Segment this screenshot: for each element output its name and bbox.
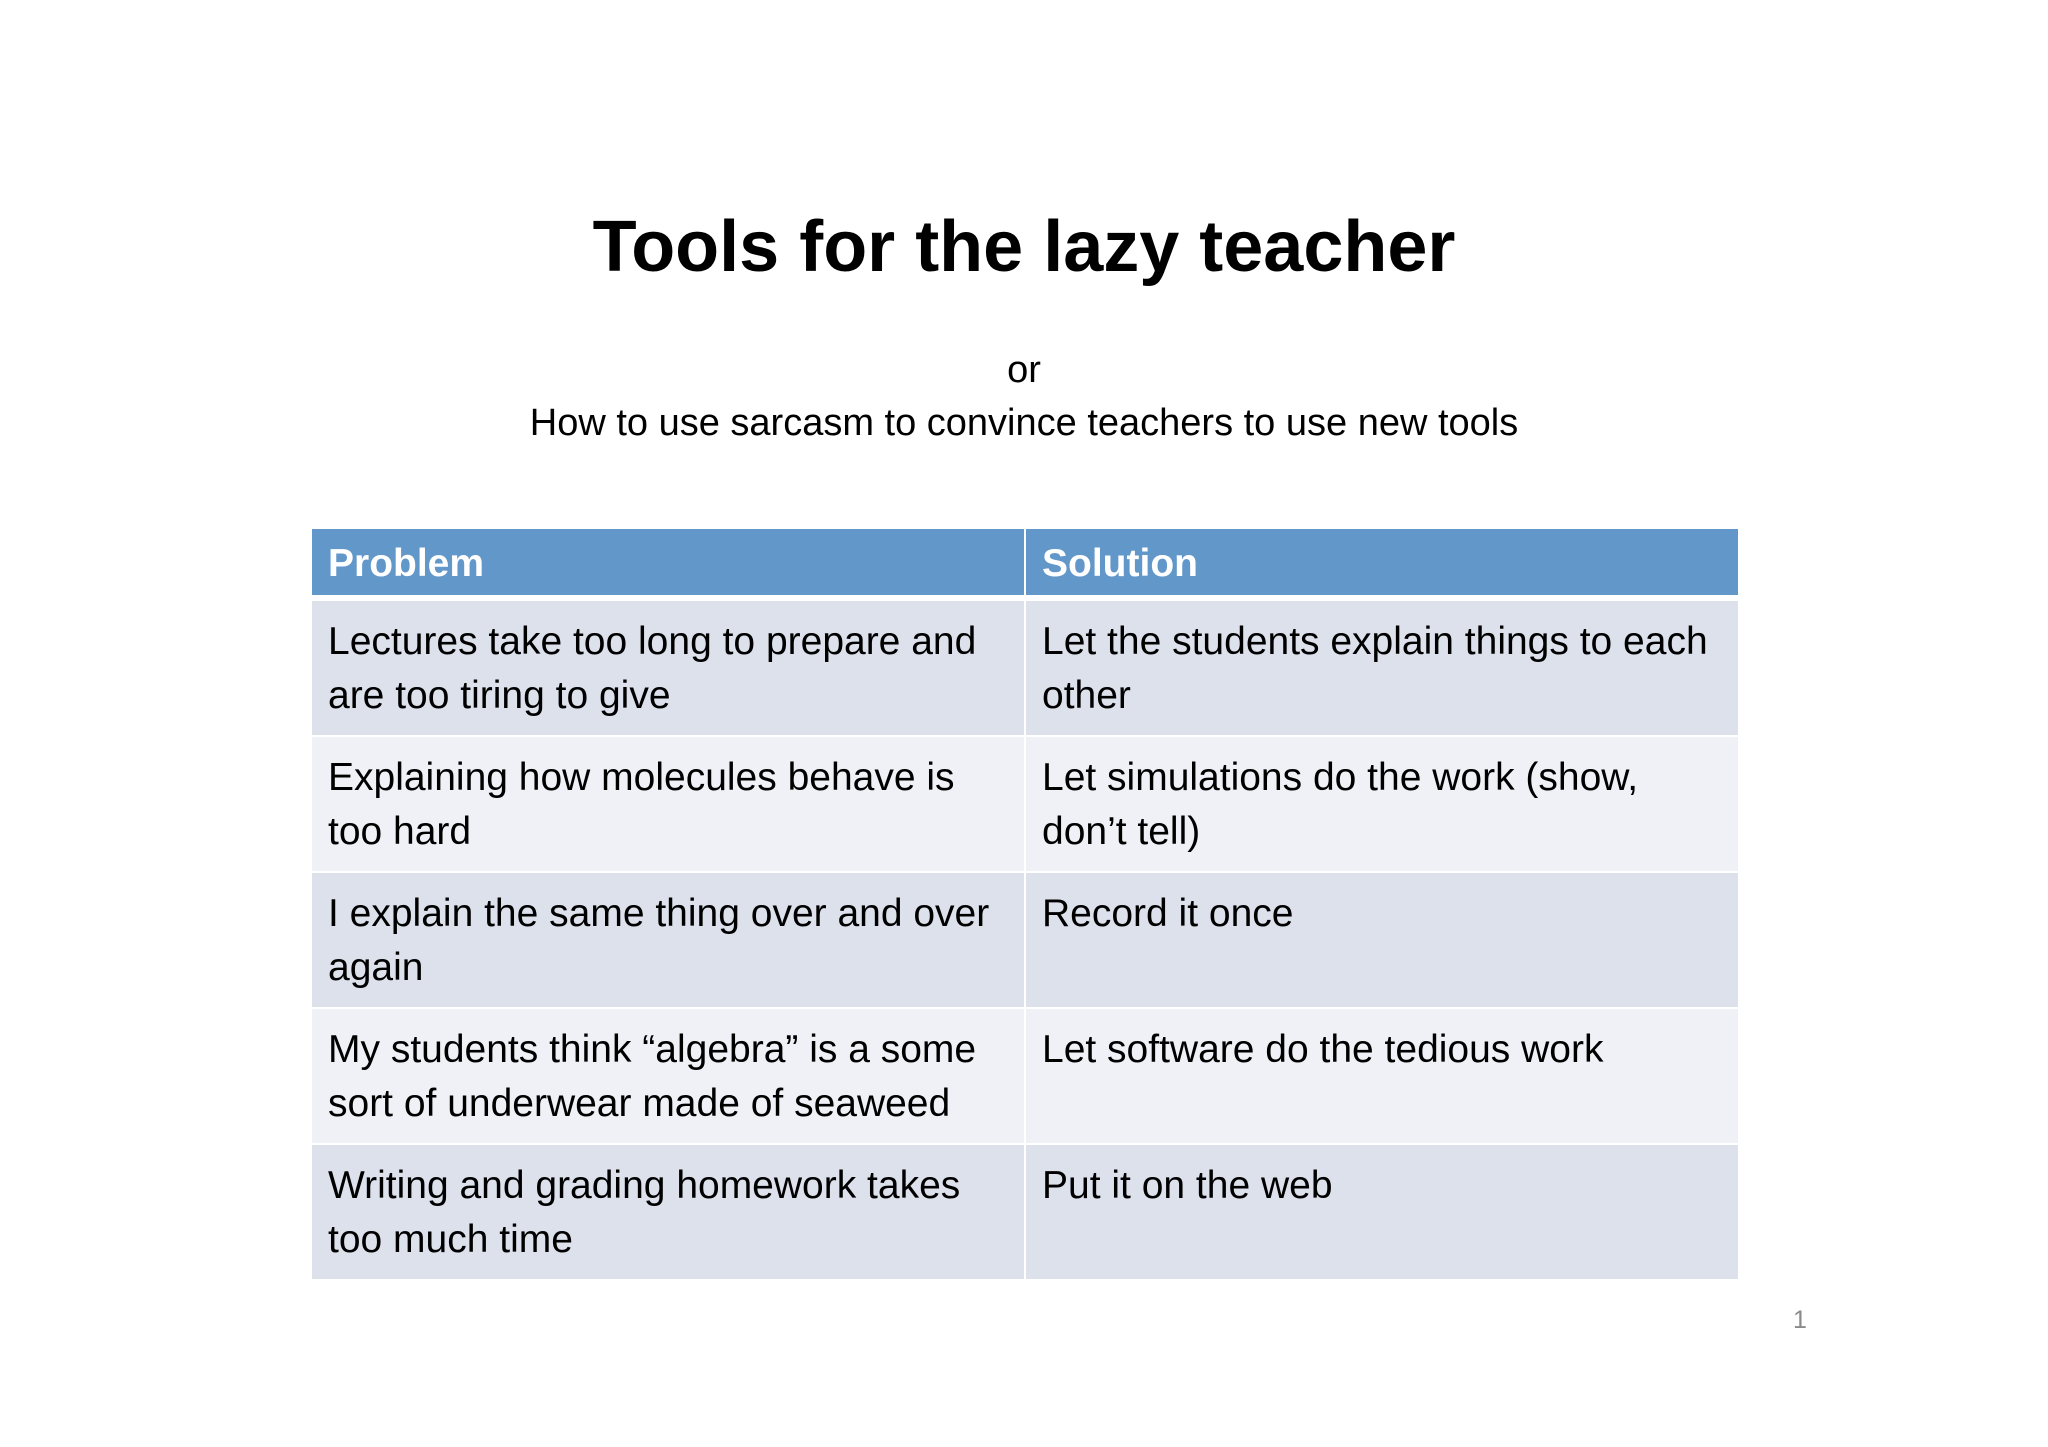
slide-title: Tools for the lazy teacher: [592, 207, 1456, 287]
page-number: 1: [1793, 1306, 1807, 1334]
table-row: [311, 872, 1739, 1008]
problem-cell: I explain the same thing over and over again: [311, 872, 1025, 1008]
subtitle-line-1: or: [1007, 349, 1041, 391]
solution-cell: Put it on the web: [1025, 1144, 1739, 1280]
table-header-row: [311, 528, 1739, 598]
problem-cell: Writing and grading homework takes too much time: [311, 1144, 1025, 1280]
table-row: [311, 736, 1739, 872]
table-row: [311, 1144, 1739, 1280]
subtitle-line-2: How to use sarcasm to convince teachers to use new tools: [529, 402, 1519, 444]
problem-solution-table: [310, 527, 1740, 1281]
problem-cell: Lectures take too long to prepare and are too tiring to give: [311, 598, 1025, 736]
table-row: [311, 598, 1739, 736]
header-solution: Solution: [1025, 528, 1739, 598]
solution-cell: Let simulations do the work (show, don’t tell): [1025, 736, 1739, 872]
solution-cell: Record it once: [1025, 872, 1739, 1008]
solution-cell: Let the students explain things to each other: [1025, 598, 1739, 736]
problem-cell: Explaining how molecules behave is too hard: [311, 736, 1025, 872]
table-row: [311, 1008, 1739, 1144]
problem-cell: My students think “algebra” is a some sort of underwear made of seaweed: [311, 1008, 1025, 1144]
solution-cell: Let software do the tedious work: [1025, 1008, 1739, 1144]
header-problem: Problem: [311, 528, 1025, 598]
slide-subtitle: [0, 344, 2048, 450]
